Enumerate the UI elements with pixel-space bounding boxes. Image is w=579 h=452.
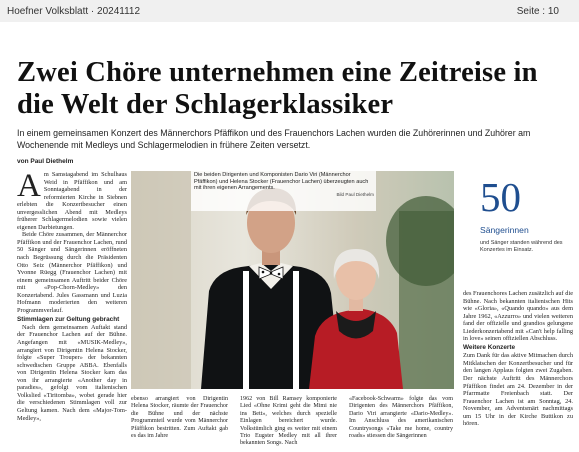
drop-cap: A [17, 168, 41, 204]
article-column-2: ebenso arrangiert von Dirigentin Helena Stocker, räumte der Frauenchor die Bühne und der nächste Programmteil wurde vom Männerchor Pfäffikon bestritten. Zum Auftakt gab es das im Jahre [131, 396, 228, 440]
publication-source: Hoefner Volksblatt · 20241112 [7, 6, 141, 17]
paragraph: m Samstagabend im Schulhaus Weid in Pfäffikon und am Sonntagabend in der reformierten Kirche in Siebnen erlebten die Konzertbesucher einen unvergesslichen Abend mit Medleys früherer Schlagermelodien sowie vielen eigenen Darbietungen. [17, 171, 127, 231]
subheading: Weitere Konzerte [463, 343, 516, 351]
photo-credit: Bild Paul Diethelm [336, 191, 374, 197]
photo-illustration [131, 171, 454, 389]
photo-caption [194, 172, 374, 198]
headline: Zwei Chöre unternehmen eine Zeitreise in die Welt der Schlagerklassiker [17, 57, 538, 120]
paragraph: Nach dem gemeinsamen Auftakt stand der Frauenchor Lachen auf der Bühne. Angefangen mit «MUSIK-Medley», arrangiert von Dirigentin Helena Stocker, folgte «Super Trouper» der bekannten schwedischen Gruppe ABBA. Ebenfalls von Dirigentin Helena Stocker kam das von ihr arrangierte «Another day in paradies», gefolgt vom italienischen Volkslied «Tiritomba», wobei gerade hier die verschiedenen Stimmlagen voll zur Geltung kamen. Nach dem «Major-Tom-Medley», [17, 323, 127, 422]
infobox-text: und Sänger standen während des Konzertes im Einsatz. [480, 240, 563, 253]
article-column-3: 1962 von Bill Ramsey komponierte Lied «Ohne Krimi geht die Mimi nie ins Bett», welches durch spezielle Einlagen bereichert wurde. Volkstümlich ging es weiter mit einem Trio Eugster Medley mit all ihrer bekannten Songs. Nach [240, 396, 337, 447]
article-column-5 [463, 290, 573, 428]
infobox-label: Sängerinnen [480, 225, 529, 235]
article-photo [131, 171, 454, 389]
paragraph: des Frauenchores Lachen zusätzlich auf die Bühne. Nach bekannten italienischen Hits wie «Gloria», «Quando quando» aus dem Jahre 1962, «Azzurro» und vielen weiteren fand der offizielle und grandios gelungene Liederkonzertabend mit «Can't help falling in love» seinen offiziellen Abschluss. [463, 290, 573, 343]
paragraph: Zum Dank für das aktive Mitmachen durch Mitklatschen der Konzertbesucher und für den langen Applaus folgten zwei Zugaben. Der nächste Auftritt des Männerchors Pfäffikon findet am 24. Dezember in der Pfarrmatte Freienbach statt. Der Frauenchor Lachen ist am Sonntag, 24. November, am Adventsmärt nachmittags um 15 Uhr in der Kirche Buttikon zu hören. [463, 352, 573, 428]
infobox-number: 50 [480, 174, 521, 220]
caption-text: Die beiden Dirigenten und Komponisten Dario Viri (Männerchor Pfäffikon) und Helena Stocker (Frauenchor Lachen) überzeugten auch mit ihren eigenen Arrangements. [194, 172, 369, 192]
article-column-4: «Facebook-Schwarm» folgte das vom Dirigenten des Männerchors Pfäffikon, Dario Viri arrangierte «Dario-Medley». Im Anschluss des amerikanischen Countrysongs «Take me home, country roads» stiessen die Sängerinnen [349, 396, 453, 440]
page-number: Seite : 10 [516, 6, 559, 17]
article-column-1 [17, 168, 127, 422]
page-header-bar [0, 0, 579, 22]
author-byline: von Paul Diethelm [17, 158, 74, 165]
lead-paragraph: In einem gemeinsamen Konzert des Männerchors Pfäffikon und des Frauenchors Lachen wurden die Zuhörerinnen und Zuhörer am Wochenende mit Medleys und Schlagermelodien in frühere Zeiten versetzt. [17, 128, 531, 150]
subheading: Stimmlagen zur Geltung gebracht [17, 316, 120, 324]
paragraph: Beide Chöre zusammen, der Männerchor Pfäffikon und der Frauenchor Lachen, rund 50 Sänger und Sängerinnen eröffneten nach Begrüssung durch die Präsidenten Otto Seiz (Männerchor Pfäffikon) und Yvonne Rüegg (Frauenchor Lachen) mit einem gemeinsamen Auftritt beider Chöre mit «Pop-Chorn-Medley» den Konzertabend. Jules Gassmann und Luzia Hofmann moderierten den weiteren Programmverlauf. [17, 231, 127, 314]
